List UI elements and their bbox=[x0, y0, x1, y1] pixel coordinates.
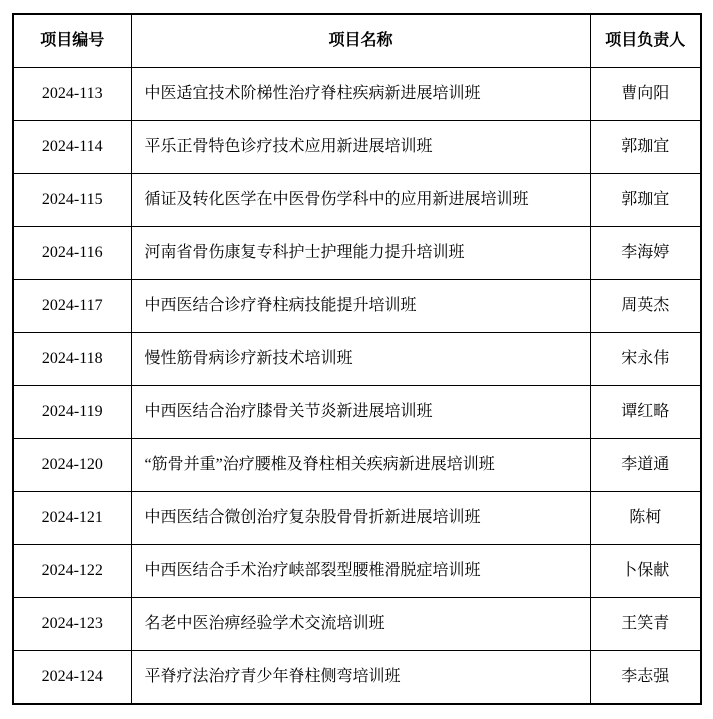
cell-project-name: 平乐正骨特色诊疗技术应用新进展培训班 bbox=[131, 121, 590, 174]
cell-project-id: 2024-124 bbox=[13, 651, 131, 705]
cell-project-leader: 李道通 bbox=[590, 439, 701, 492]
cell-project-leader: 曹向阳 bbox=[590, 68, 701, 121]
table-row bbox=[13, 68, 701, 121]
cell-project-name: 中西医结合微创治疗复杂股骨骨折新进展培训班 bbox=[131, 492, 590, 545]
cell-project-id: 2024-116 bbox=[13, 227, 131, 280]
cell-project-name: 循证及转化医学在中医骨伤学科中的应用新进展培训班 bbox=[131, 174, 590, 227]
cell-project-id: 2024-118 bbox=[13, 333, 131, 386]
table-row bbox=[13, 651, 701, 705]
cell-project-leader: 陈柯 bbox=[590, 492, 701, 545]
header-row bbox=[13, 14, 701, 68]
cell-project-id: 2024-120 bbox=[13, 439, 131, 492]
table-header bbox=[13, 14, 701, 68]
cell-project-leader: 谭红略 bbox=[590, 386, 701, 439]
cell-project-leader: 王笑青 bbox=[590, 598, 701, 651]
header-project-id: 项目编号 bbox=[13, 14, 131, 68]
project-table bbox=[12, 13, 702, 705]
header-project-name: 项目名称 bbox=[131, 14, 590, 68]
cell-project-leader: 卜保献 bbox=[590, 545, 701, 598]
cell-project-id: 2024-121 bbox=[13, 492, 131, 545]
cell-project-name: 名老中医治痹经验学术交流培训班 bbox=[131, 598, 590, 651]
cell-project-id: 2024-122 bbox=[13, 545, 131, 598]
cell-project-id: 2024-113 bbox=[13, 68, 131, 121]
cell-project-name: 河南省骨伤康复专科护士护理能力提升培训班 bbox=[131, 227, 590, 280]
table-row bbox=[13, 545, 701, 598]
cell-project-id: 2024-117 bbox=[13, 280, 131, 333]
header-project-leader: 项目负责人 bbox=[590, 14, 701, 68]
cell-project-name: “筋骨并重”治疗腰椎及脊柱相关疾病新进展培训班 bbox=[131, 439, 590, 492]
table-row bbox=[13, 598, 701, 651]
cell-project-name: 中西医结合诊疗脊柱病技能提升培训班 bbox=[131, 280, 590, 333]
table-row bbox=[13, 174, 701, 227]
project-table-container bbox=[12, 13, 700, 705]
table-row bbox=[13, 386, 701, 439]
table-row bbox=[13, 121, 701, 174]
table-row bbox=[13, 492, 701, 545]
table-row bbox=[13, 439, 701, 492]
cell-project-id: 2024-119 bbox=[13, 386, 131, 439]
cell-project-leader: 郭珈宜 bbox=[590, 121, 701, 174]
cell-project-id: 2024-114 bbox=[13, 121, 131, 174]
cell-project-id: 2024-123 bbox=[13, 598, 131, 651]
table-row bbox=[13, 227, 701, 280]
cell-project-name: 慢性筋骨病诊疗新技术培训班 bbox=[131, 333, 590, 386]
cell-project-leader: 郭珈宜 bbox=[590, 174, 701, 227]
cell-project-name: 平脊疗法治疗青少年脊柱侧弯培训班 bbox=[131, 651, 590, 705]
table-row bbox=[13, 333, 701, 386]
cell-project-id: 2024-115 bbox=[13, 174, 131, 227]
table-row bbox=[13, 280, 701, 333]
cell-project-name: 中西医结合手术治疗峡部裂型腰椎滑脱症培训班 bbox=[131, 545, 590, 598]
cell-project-name: 中医适宜技术阶梯性治疗脊柱疾病新进展培训班 bbox=[131, 68, 590, 121]
cell-project-leader: 宋永伟 bbox=[590, 333, 701, 386]
cell-project-leader: 周英杰 bbox=[590, 280, 701, 333]
cell-project-leader: 李海婷 bbox=[590, 227, 701, 280]
cell-project-name: 中西医结合治疗膝骨关节炎新进展培训班 bbox=[131, 386, 590, 439]
table-body bbox=[13, 68, 701, 705]
cell-project-leader: 李志强 bbox=[590, 651, 701, 705]
